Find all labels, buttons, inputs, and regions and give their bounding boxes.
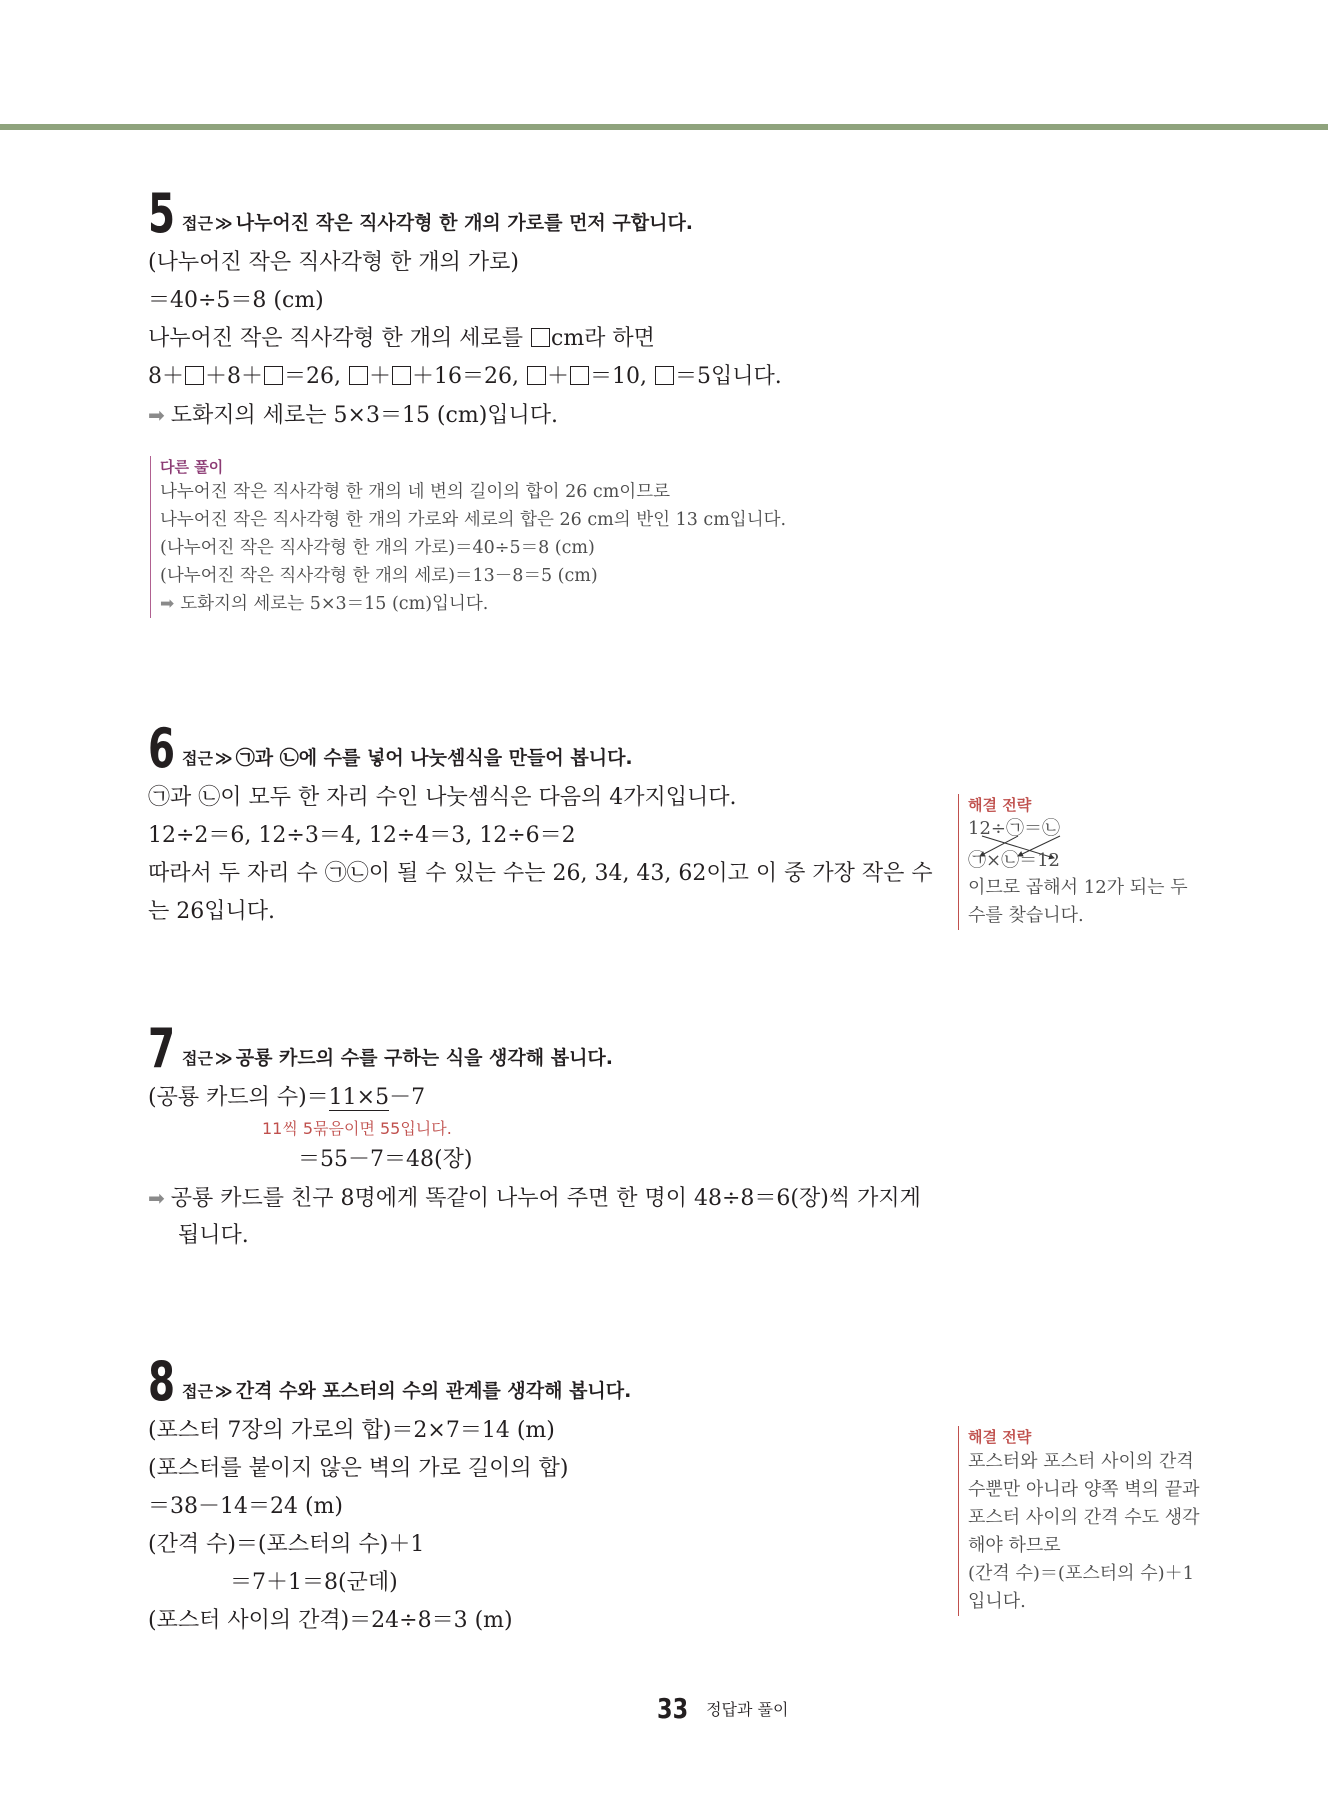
- problem-header: [148, 1350, 632, 1413]
- approach-text: 나누어진 작은 직사각형 한 개의 가로를 먼저 구합니다.: [235, 212, 694, 234]
- equation: ㉠×㉡＝12: [968, 850, 1060, 871]
- strategy-line: 수를 찾습니다.: [968, 905, 1084, 926]
- solution-line: (포스터 7장의 가로의 합)＝2×7＝14 (m): [148, 1418, 555, 1443]
- problem-header: [148, 182, 782, 245]
- problem-approach: [182, 208, 693, 235]
- solution-line: (공룡 카드의 수)＝11×5－7: [148, 1085, 426, 1110]
- strategy-line: 수뿐만 아니라 양쪽 벽의 끝과: [968, 1479, 1200, 1500]
- strategy-title: 해결 전략: [968, 796, 1032, 814]
- solution-line: (포스터를 붙이지 않은 벽의 가로 길이의 합): [148, 1456, 569, 1481]
- solution-line: ＝7＋1＝8(군데): [230, 1570, 398, 1595]
- conclusion-line: 됩니다.: [178, 1223, 249, 1248]
- blank-box: [392, 366, 411, 385]
- problem-6: [148, 717, 933, 931]
- problem-5: [148, 182, 782, 434]
- page-footer: [657, 1692, 788, 1725]
- arrow-right-icon: ➡: [148, 403, 165, 427]
- approach-text: 간격 수와 포스터의 수의 관계를 생각해 봅니다.: [235, 1380, 632, 1402]
- approach-label: 접근: [182, 1049, 213, 1068]
- blank-box: [570, 366, 589, 385]
- problem-header: [148, 1017, 921, 1080]
- solution-line: 따라서 두 자리 수 ㉠㉡이 될 수 있는 수는 26, 34, 43, 62이고 이 중 가장 작은 수: [148, 861, 933, 886]
- alt-line: (나누어진 작은 직사각형 한 개의 세로)＝13－8＝5 (cm): [160, 566, 598, 586]
- annotation-note: 11씩 5묶음이면 55입니다.: [262, 1119, 452, 1138]
- alt-line: ➡ 도화지의 세로는 5×3＝15 (cm)입니다.: [160, 590, 786, 618]
- page-number: 33: [657, 1692, 689, 1725]
- problem-header: [148, 717, 933, 780]
- solution-line: ＝38－14＝24 (m): [148, 1494, 344, 1519]
- strategy-note: [958, 1426, 1200, 1616]
- strategy-line: 이므로 곱해서 12가 되는 두: [968, 877, 1188, 898]
- alt-line: 나누어진 작은 직사각형 한 개의 네 변의 길이의 합이 26 cm이므로: [160, 482, 671, 502]
- arrow-right-icon: ➡: [160, 594, 175, 614]
- problem-7: [148, 1017, 921, 1255]
- division-diagram: [968, 816, 1198, 874]
- alt-line: 나누어진 작은 직사각형 한 개의 가로와 세로의 합은 26 cm의 반인 13 cm입니다.: [160, 510, 787, 530]
- blank-box: [527, 366, 546, 385]
- conclusion-line: ➡ 도화지의 세로는 5×3＝15 (cm)입니다.: [148, 396, 782, 434]
- alternative-solution: [150, 456, 786, 618]
- chevron-icon: ≫: [214, 214, 233, 234]
- blank-box: [264, 366, 283, 385]
- solution-line: 12÷2＝6, 12÷3＝4, 12÷4＝3, 12÷6＝2: [148, 823, 576, 848]
- chevron-icon: ≫: [214, 749, 233, 769]
- approach-text: 공룡 카드의 수를 구하는 식을 생각해 봅니다.: [235, 1047, 613, 1069]
- conclusion-line: ➡ 공룡 카드를 친구 8명에게 똑같이 나누어 주면 한 명이 48÷8＝6(장)씩 가지게: [148, 1179, 921, 1217]
- strategy-line: (간격 수)＝(포스터의 수)＋1: [968, 1563, 1195, 1584]
- blank-box: [655, 366, 674, 385]
- solution-line: ㉠과 ㉡이 모두 한 자리 수인 나눗셈식은 다음의 4가지입니다.: [148, 785, 737, 810]
- approach-label: 접근: [182, 749, 213, 768]
- solution-line: ＝40÷5＝8 (cm): [148, 288, 324, 313]
- strategy-line: 해야 하므로: [968, 1535, 1061, 1556]
- approach-label: 접근: [182, 1382, 213, 1401]
- strategy-title: 해결 전략: [968, 1428, 1032, 1446]
- solution-line: (포스터 사이의 간격)＝24÷8＝3 (m): [148, 1608, 513, 1633]
- underlined-expression: 11×5: [328, 1085, 390, 1110]
- solution-line: 나누어진 작은 직사각형 한 개의 세로를 cm라 하면: [148, 326, 655, 351]
- solution-line: (간격 수)＝(포스터의 수)＋1: [148, 1532, 425, 1557]
- problem-number: 5: [148, 182, 176, 245]
- blank-box: [185, 366, 204, 385]
- chevron-icon: ≫: [214, 1049, 233, 1069]
- blank-box: [531, 328, 550, 347]
- alt-solution-title: 다른 풀이: [160, 458, 224, 476]
- page-label: 정답과 풀이: [706, 1700, 789, 1719]
- problem-approach: [182, 1043, 613, 1070]
- strategy-line: 포스터 사이의 간격 수도 생각: [968, 1507, 1200, 1528]
- problem-number: 7: [148, 1017, 176, 1080]
- solution-line: 는 26입니다.: [148, 899, 275, 924]
- chevron-icon: ≫: [214, 1382, 233, 1402]
- alt-line: (나누어진 작은 직사각형 한 개의 가로)＝40÷5＝8 (cm): [160, 538, 595, 558]
- problem-approach: [182, 1376, 631, 1403]
- solution-line: 8＋ ＋8＋ ＝26, ＋ ＋16＝26, ＋ ＝10, ＝5입니다.: [148, 364, 782, 389]
- equation: 12÷㉠＝㉡: [968, 818, 1060, 839]
- problem-8: [148, 1350, 632, 1640]
- top-rule: [0, 124, 1328, 130]
- approach-label: 접근: [182, 214, 213, 233]
- problem-number: 6: [148, 717, 176, 780]
- solution-line: (나누어진 작은 직사각형 한 개의 가로): [148, 250, 519, 275]
- approach-text: ㉠과 ㉡에 수를 넣어 나눗셈식을 만들어 봅니다.: [235, 747, 633, 769]
- arrow-right-icon: ➡: [148, 1186, 165, 1210]
- solution-line: ＝55－7＝48(장): [298, 1147, 473, 1172]
- blank-box: [349, 366, 368, 385]
- strategy-line: 포스터와 포스터 사이의 간격: [968, 1451, 1194, 1472]
- strategy-line: 입니다.: [968, 1591, 1026, 1612]
- strategy-note: [958, 794, 1198, 930]
- problem-approach: [182, 743, 633, 770]
- problem-number: 8: [148, 1350, 176, 1413]
